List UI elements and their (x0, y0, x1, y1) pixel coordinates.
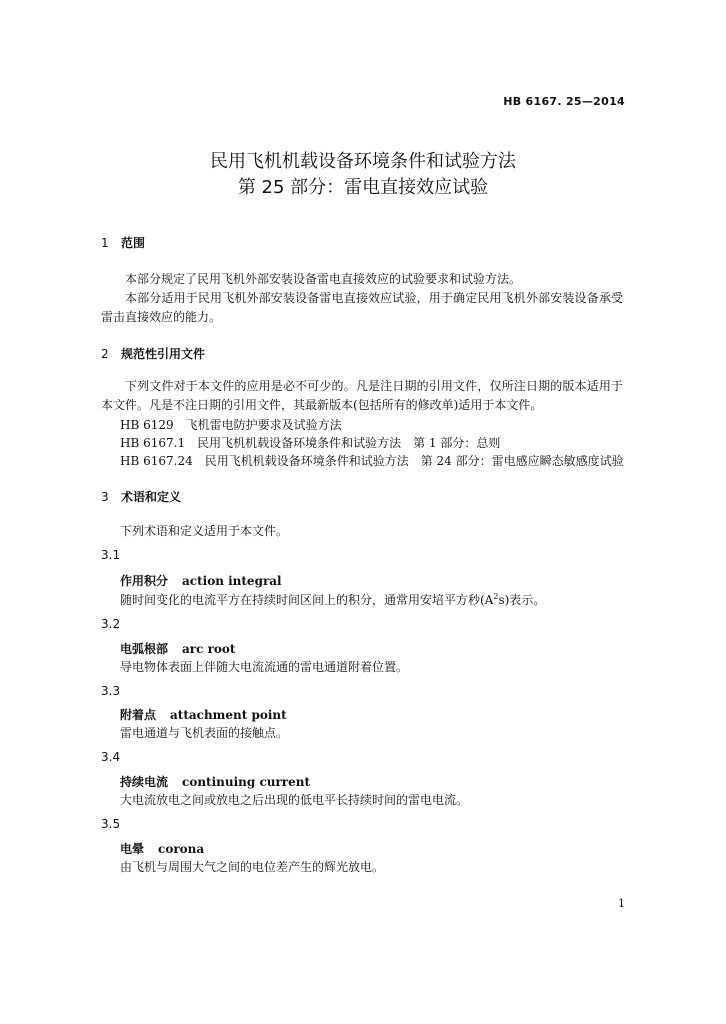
paragraph: 下列术语和定义适用于本文件。 (120, 524, 289, 538)
document-title: 民用飞机机载设备环境条件和试验方法 (210, 151, 516, 172)
paragraph: 本部分适用于民用飞机外部安装设备雷电直接效应试验，用于确定民用飞机外部安装设备承受雷击直接效应的能力。 (101, 291, 623, 324)
paragraph: 本部分规定了民用飞机外部安装设备雷电直接效应的试验要求和试验方法。 (125, 272, 522, 286)
term-number: 3.5 (101, 817, 121, 831)
document-subtitle: 第 25 部分：雷电直接效应试验 (237, 177, 489, 198)
definition-text: 随时间变化的电流平方在持续时间区间上的积分，通常用安培平方秒(A (120, 593, 494, 607)
term-number: 3.3 (101, 684, 121, 698)
term-english: attachment point (170, 708, 287, 722)
reference-item: HB 6167.24 民用飞机机载设备环境条件和试验方法 第 24 部分：雷电感应瞬态敏感度试验 (120, 454, 624, 468)
definition-text: s)表示。 (498, 593, 546, 607)
term-entry (120, 773, 310, 790)
term-definition: 由飞机与周围大气之间的电位差产生的辉光放电。 (120, 860, 385, 874)
reference-item: HB 6129 飞机雷电防护要求及试验方法 (120, 418, 342, 432)
term-entry (120, 572, 282, 589)
section-number: 3 (101, 490, 109, 504)
term-chinese: 附着点 (120, 708, 157, 722)
term-definition: 导电物体表面上伴随大电流流通的雷电通道附着位置。 (120, 660, 409, 674)
term-english: arc root (182, 642, 236, 656)
section-number: 2 (101, 347, 109, 361)
section-title: 术语和定义 (121, 490, 182, 504)
section-number: 1 (101, 236, 109, 250)
term-chinese: 作用积分 (120, 574, 169, 588)
section-3-heading (101, 488, 181, 505)
section-2-heading (101, 345, 205, 362)
term-english: action integral (182, 574, 282, 588)
term-english: continuing current (182, 775, 311, 789)
section-title: 规范性引用文件 (121, 347, 206, 361)
term-chinese: 持续电流 (120, 775, 169, 789)
term-chinese: 电弧根部 (120, 642, 169, 656)
term-definition (120, 591, 545, 608)
superscript: 2 (493, 592, 499, 601)
section-title: 范围 (121, 236, 146, 250)
term-entry (120, 840, 204, 857)
paragraph: 下列文件对于本文件的应用是必不可少的。凡是注日期的引用文件，仅所注日期的版本适用于本文件。凡是不注日期的引用文件，其最新版本(包括所有的修改单)适用于本文件。 (101, 379, 623, 412)
document-number: HB 6167. 25—2014 (503, 95, 625, 108)
term-english: corona (158, 842, 205, 856)
term-number: 3.1 (101, 548, 121, 562)
term-definition: 雷电通道与飞机表面的接触点。 (120, 726, 289, 740)
section-1-heading (101, 234, 145, 251)
term-number: 3.2 (101, 617, 121, 631)
term-definition: 大电流放电之间或放电之后出现的低电平长持续时间的雷电电流。 (120, 793, 469, 807)
term-chinese: 电晕 (120, 842, 145, 856)
page-number: 1 (618, 897, 625, 910)
reference-item: HB 6167.1 民用飞机机载设备环境条件和试验方法 第 1 部分：总则 (120, 436, 501, 450)
term-number: 3.4 (101, 750, 121, 764)
term-entry (120, 640, 235, 657)
term-entry (120, 706, 287, 723)
